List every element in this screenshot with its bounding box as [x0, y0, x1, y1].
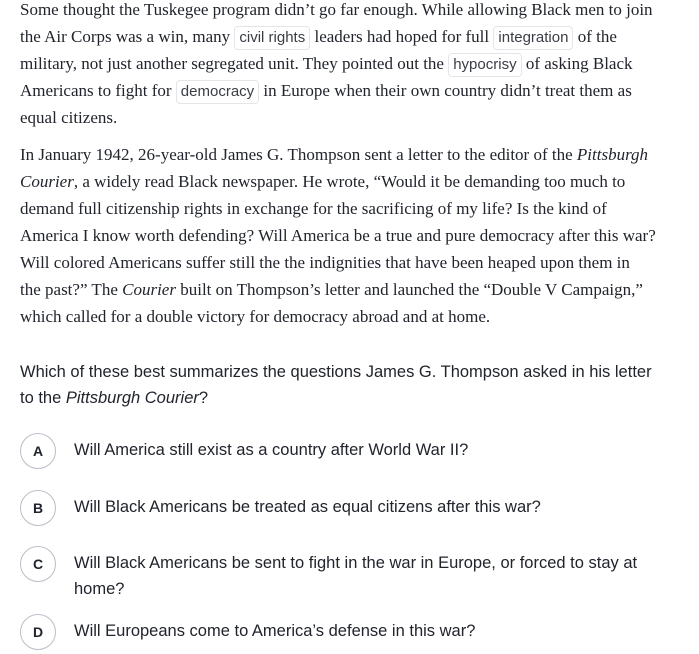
choice-text: Will Europeans come to America’s defense in this war?	[74, 622, 476, 640]
answer-choice-b[interactable]	[20, 490, 660, 530]
newspaper-title: Pittsburgh	[576, 145, 649, 164]
glossary-term-integration[interactable]: integration	[493, 26, 573, 50]
newspaper-title: Courier	[20, 172, 74, 191]
passage-text: of the	[577, 27, 617, 46]
newspaper-title: Pittsburgh Courier	[65, 389, 199, 407]
glossary-term-hypocrisy[interactable]: hypocrisy	[448, 53, 521, 77]
choice-text: Will Black Americans be sent to fight in the war in Europe, or forced to stay at home?	[74, 554, 638, 598]
passage-paragraph-1	[20, 0, 653, 131]
passage-line: Will colored Americans suffer still the the indignities that have been heaped upon them in	[20, 253, 630, 272]
passage-line	[20, 276, 656, 303]
passage-text: the Air Corps was a win, many	[20, 27, 231, 46]
glossary-term-civil-rights[interactable]: civil rights	[234, 26, 310, 50]
choice-letter-bubble[interactable]: C	[20, 546, 56, 582]
passage-line: equal citizens.	[20, 108, 118, 127]
passage-line: Some thought the Tuskegee program didn’t go far enough. While allowing Black men to join	[20, 0, 653, 19]
passage-text: leaders had hoped for full	[314, 27, 490, 46]
passage-line: which called for a double victory for democracy abroad and at home.	[20, 307, 491, 326]
newspaper-title: Courier	[122, 280, 176, 299]
passage-line	[20, 77, 653, 104]
question-text: ?	[198, 389, 209, 407]
answer-choice-d[interactable]	[20, 614, 660, 654]
answer-choice-a[interactable]	[20, 433, 660, 473]
choice-text: Will Black Americans be treated as equal citizens after this war?	[74, 498, 541, 516]
choice-letter-bubble[interactable]: A	[20, 433, 56, 469]
passage-line	[20, 23, 653, 50]
passage-text: , a widely read Black newspaper. He wrote, “Would it be demanding too much to	[73, 172, 626, 191]
passage-line	[20, 168, 656, 195]
passage-line	[20, 50, 653, 77]
passage-text: of asking Black	[525, 54, 633, 73]
passage-text: built on Thompson’s letter and launched the “Double V Campaign,”	[180, 280, 643, 299]
passage-line	[20, 141, 656, 168]
question-line: Which of these best summarizes the questions James G. Thompson asked in his letter	[20, 363, 652, 381]
choice-letter-bubble[interactable]: B	[20, 490, 56, 526]
passage-paragraph-2	[20, 141, 656, 330]
passage-text: the past?” The	[20, 280, 118, 299]
answer-choice-c[interactable]	[20, 546, 660, 608]
choice-text: Will America still exist as a country after World War II?	[74, 441, 469, 459]
question-text: to the	[20, 389, 62, 407]
passage-text: in Europe when their own country didn’t treat them as	[263, 81, 632, 100]
passage-text: military, not just another segregated unit. They pointed out the	[20, 54, 444, 73]
passage-text: In January 1942, 26-year-old James G. Thompson sent a letter to the editor of the	[20, 145, 573, 164]
choice-letter-bubble[interactable]: D	[20, 614, 56, 650]
glossary-term-democracy[interactable]: democracy	[176, 80, 259, 104]
passage-text: Americans to fight for	[20, 81, 172, 100]
passage-line: demand full citizenship rights in exchange for the sacrificing of my life? Is the kind of	[20, 199, 607, 218]
passage-line: America I know worth defending? Will America be a true and pure democracy after this war?	[20, 226, 656, 245]
question-prompt	[20, 359, 660, 411]
